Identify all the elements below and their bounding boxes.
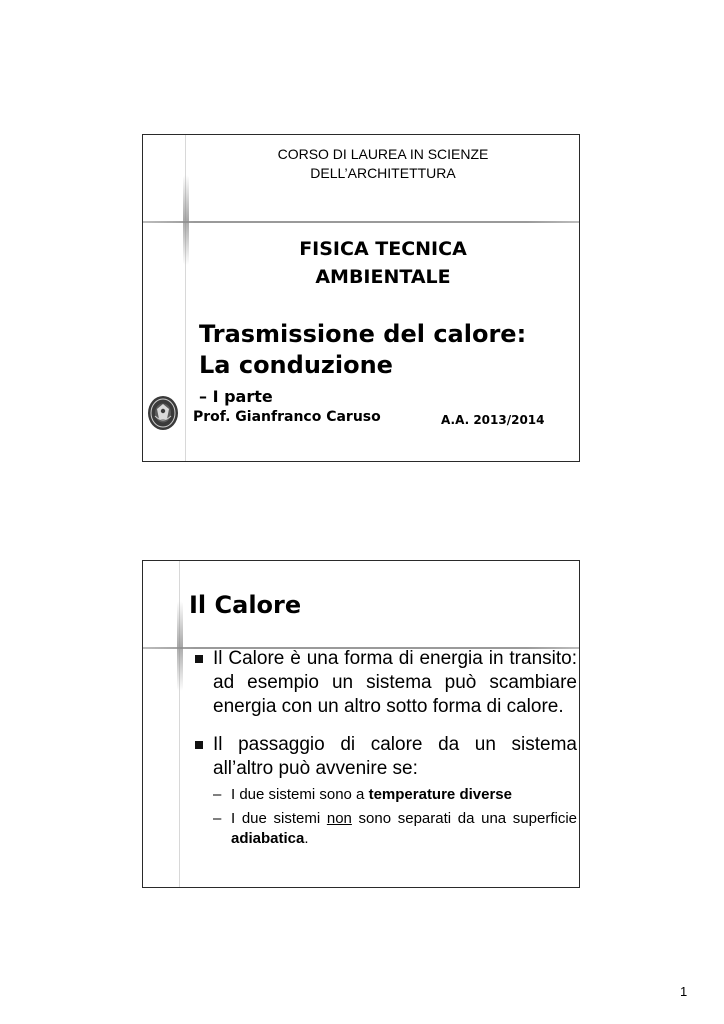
topic-line-2: La conduzione [199, 351, 393, 379]
sub-bullet-text: I due sistemi sono a [231, 786, 369, 803]
slide-content [189, 647, 577, 853]
sub-bullet-emphasis: adiabatica [231, 830, 305, 847]
content-slide [142, 560, 580, 888]
university-seal-icon [146, 393, 180, 433]
title-slide [142, 134, 580, 462]
course-line-2: DELL’ARCHITETTURA [310, 165, 456, 181]
square-bullet-icon [195, 741, 203, 749]
course-line-1: CORSO DI LAUREA IN SCIENZE [277, 146, 489, 162]
sub-bullet-text: . [304, 830, 309, 847]
sub-bullet-text: sono separati da una superficie [351, 810, 577, 827]
bullet-text: Il Calore è una forma di energia in transito: ad esempio un sistema può scambiare energia con un altro sotto forma di calore. [213, 648, 577, 717]
page-number: 1 [680, 984, 688, 999]
bullet-text: Il passaggio di calore da un sistema all’altro può avvenire se: [213, 734, 577, 779]
sub-bullet-emphasis: temperature diverse [368, 786, 512, 803]
dash-bullet: – [213, 810, 222, 827]
lecture-topic [199, 319, 526, 412]
dash-bullet: – [213, 786, 222, 803]
frame-glow [177, 601, 183, 691]
bullet-item [189, 733, 577, 781]
sub-bullet-item [189, 809, 577, 849]
bullet-item [189, 647, 577, 719]
sub-bullet-underline: non [326, 810, 352, 827]
sub-bullet-item [189, 785, 577, 805]
square-bullet-icon [195, 655, 203, 663]
subject-title [187, 235, 579, 291]
subject-line-2: AMBIENTALE [315, 266, 451, 288]
course-name [187, 145, 579, 183]
frame-horizontal-line [143, 221, 579, 223]
academic-year: A.A. 2013/2014 [441, 413, 545, 427]
subject-line-1: FISICA TECNICA [299, 238, 467, 260]
topic-line-1: Trasmissione del calore: [199, 320, 527, 348]
slide-title: Il Calore [189, 591, 302, 619]
sub-bullet-text: I due sistemi [231, 810, 327, 827]
professor-name: Prof. Gianfranco Caruso [193, 409, 381, 425]
topic-part: – I parte [199, 387, 273, 406]
topic-line-2-wrap [199, 350, 526, 412]
